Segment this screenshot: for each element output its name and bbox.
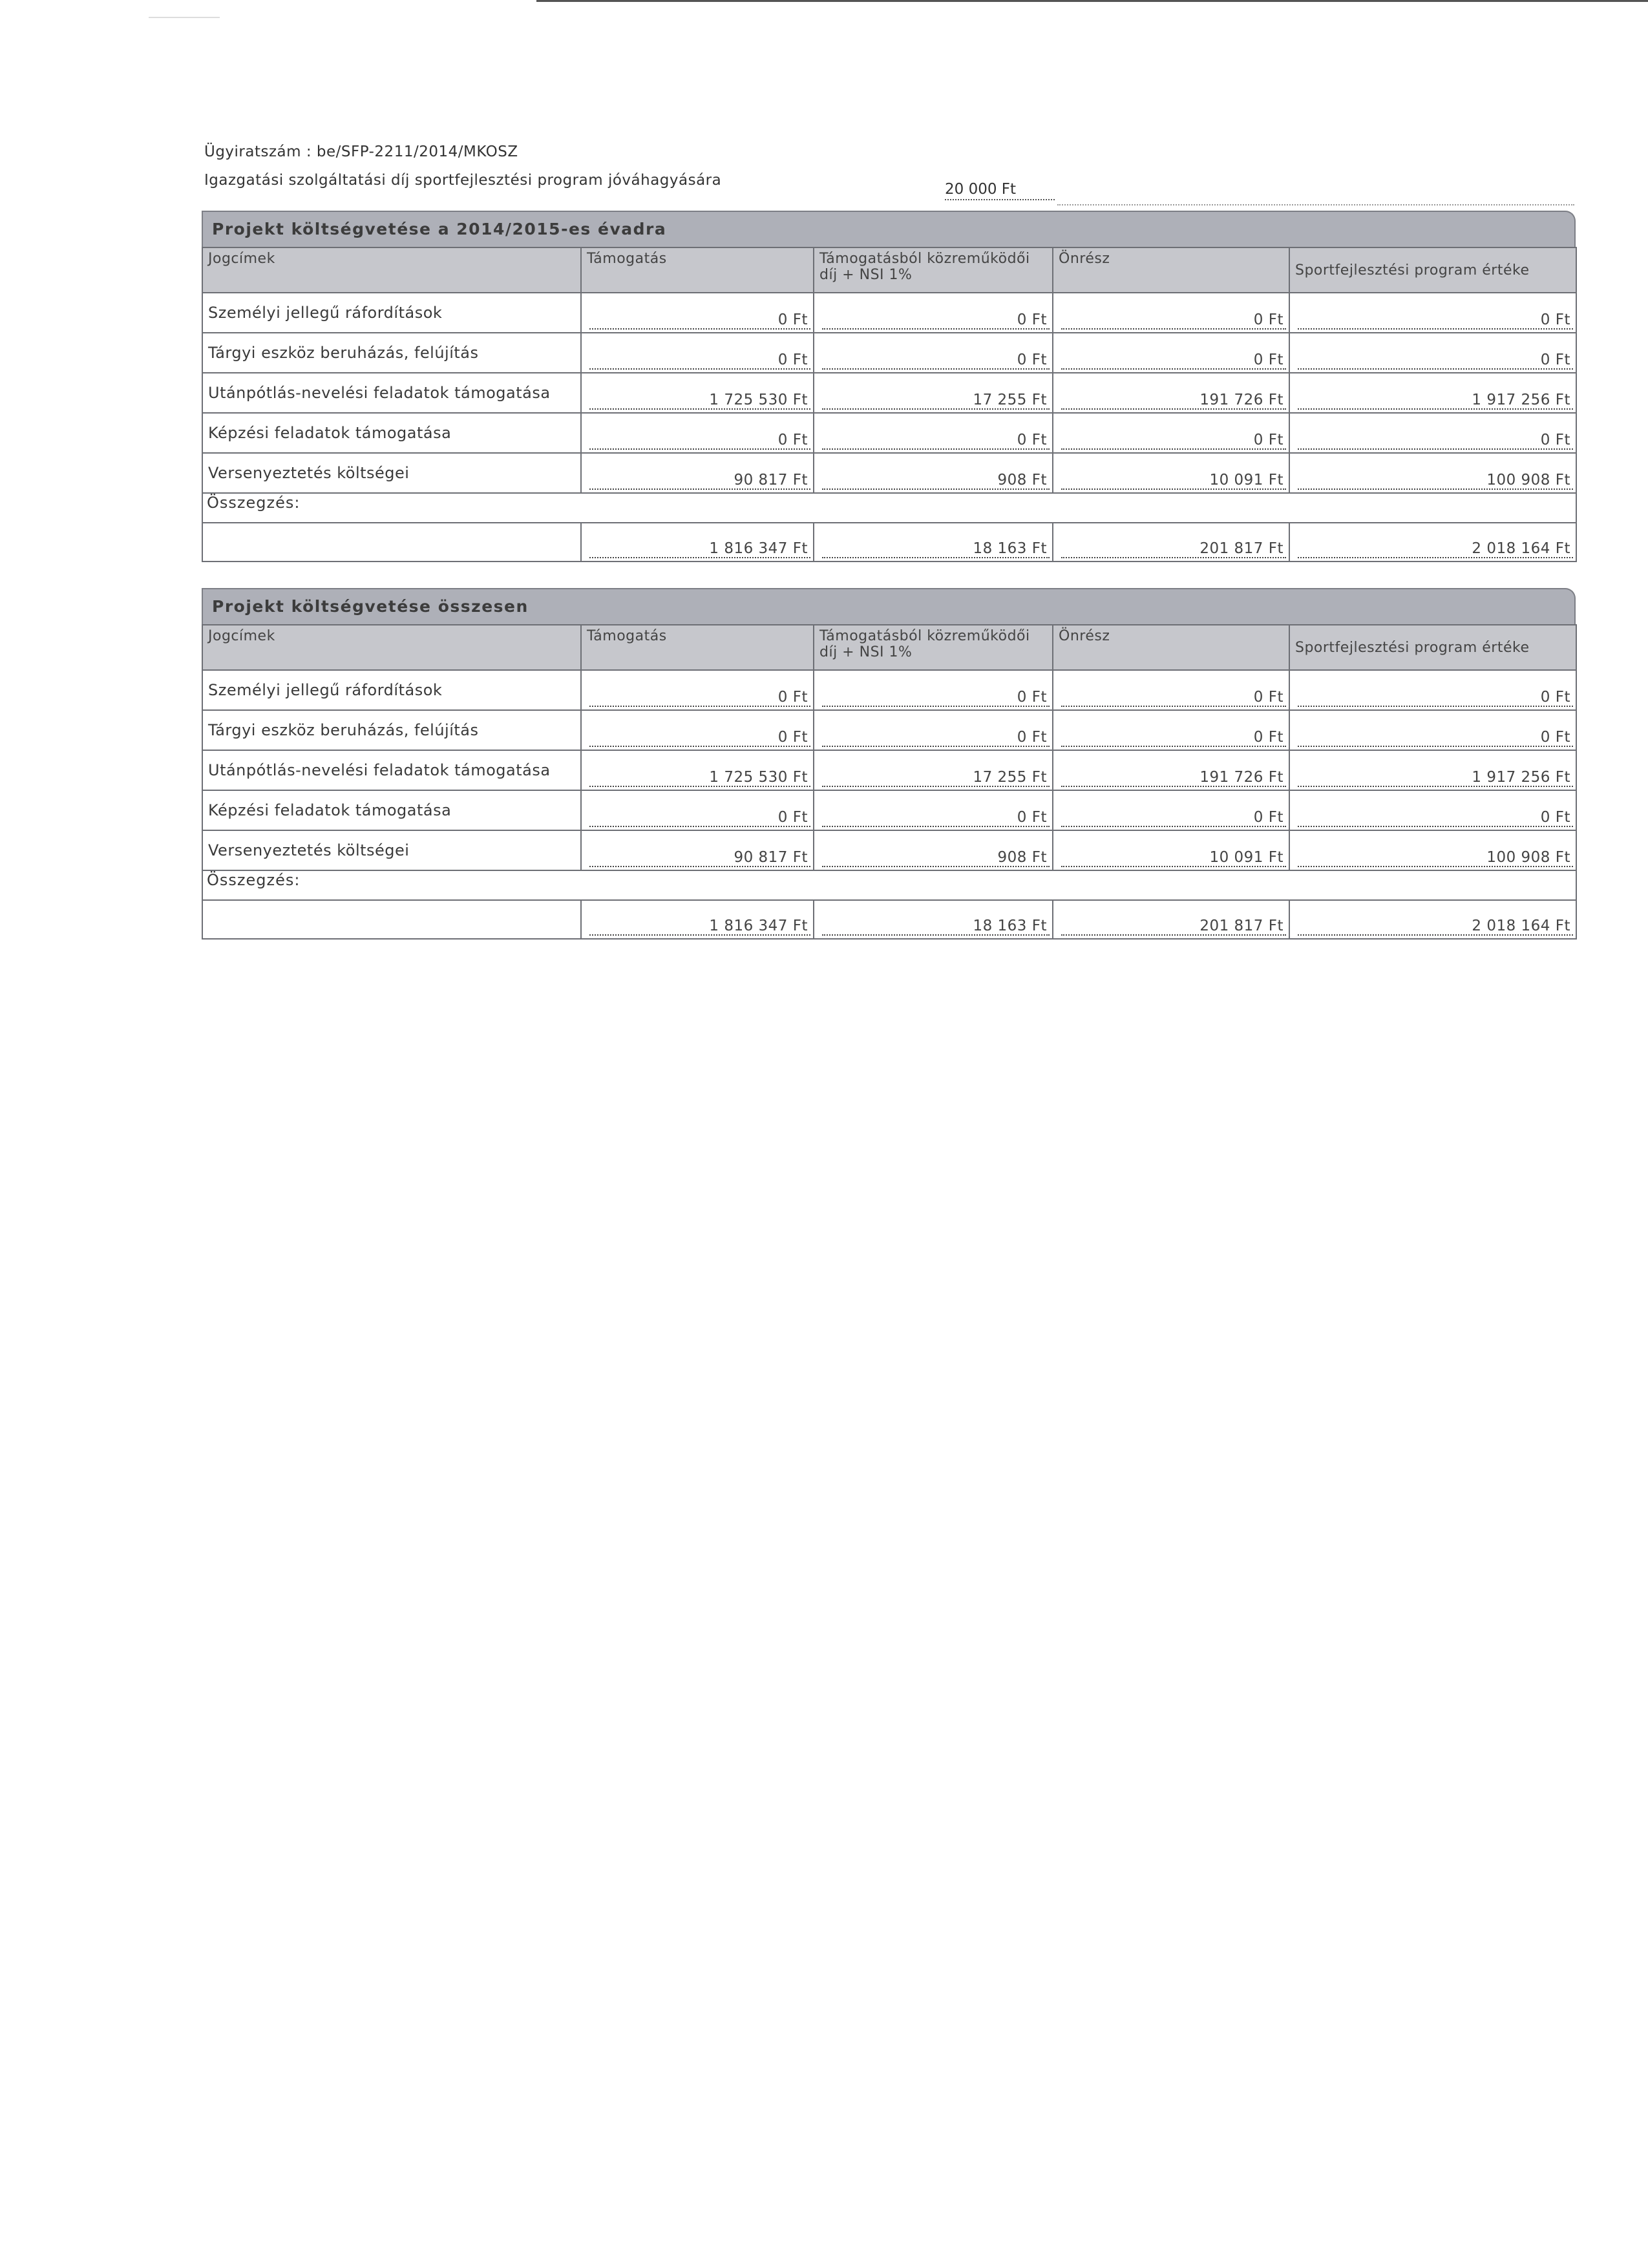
row-label: Versenyeztetés költségei bbox=[202, 453, 581, 493]
cell-value: 0 Ft bbox=[1298, 809, 1573, 827]
row-label: Utánpótlás-nevelési feladatok támogatása bbox=[202, 750, 581, 790]
col-header-onresz: Önrész bbox=[1053, 247, 1289, 293]
table-row bbox=[202, 710, 1576, 750]
row-label: Tárgyi eszköz beruházás, felújítás bbox=[202, 710, 581, 750]
cell-value: 0 Ft bbox=[822, 809, 1050, 827]
table-row bbox=[202, 750, 1576, 790]
row-label: Tárgyi eszköz beruházás, felújítás bbox=[202, 333, 581, 373]
col-header-fee: Támogatásból közreműködői díj + NSI 1% bbox=[814, 247, 1053, 293]
budget-table bbox=[202, 624, 1577, 940]
cell-value: 0 Ft bbox=[1061, 352, 1286, 370]
row-label: Személyi jellegű ráfordítások bbox=[202, 670, 581, 710]
header-row bbox=[202, 247, 1576, 293]
total-value: 2 018 164 Ft bbox=[1298, 540, 1573, 558]
row-label: Képzési feladatok támogatása bbox=[202, 413, 581, 453]
total-value: 18 163 Ft bbox=[822, 918, 1050, 936]
row-label: Képzési feladatok támogatása bbox=[202, 790, 581, 830]
cell-value: 100 908 Ft bbox=[1298, 849, 1573, 867]
summary-label: Összegzés: bbox=[202, 870, 581, 900]
row-label: Személyi jellegű ráfordítások bbox=[202, 293, 581, 333]
col-header-onresz: Önrész bbox=[1053, 625, 1289, 670]
total-value: 201 817 Ft bbox=[1061, 540, 1286, 558]
cell-value: 1 917 256 Ft bbox=[1298, 769, 1573, 787]
cell-value: 0 Ft bbox=[589, 352, 810, 370]
budget-table bbox=[202, 247, 1577, 562]
cell-value: 0 Ft bbox=[1061, 729, 1286, 747]
cell-value: 0 Ft bbox=[1298, 311, 1573, 330]
fee-label: Igazgatási szolgáltatási díj sportfejlesztési program jóváhagyására bbox=[204, 172, 722, 189]
table-row bbox=[202, 830, 1576, 870]
table-row bbox=[202, 453, 1576, 493]
table-row bbox=[202, 413, 1576, 453]
scan-edge-line bbox=[536, 0, 1648, 2]
cell-value: 17 255 Ft bbox=[822, 769, 1050, 787]
cell-value: 908 Ft bbox=[822, 472, 1050, 490]
row-label: Utánpótlás-nevelési feladatok támogatása bbox=[202, 373, 581, 413]
table-row bbox=[202, 373, 1576, 413]
cell-value: 0 Ft bbox=[822, 689, 1050, 707]
cell-value: 0 Ft bbox=[1061, 432, 1286, 450]
total-value: 2 018 164 Ft bbox=[1298, 918, 1573, 936]
col-header-fee: Támogatásból közreműködői díj + NSI 1% bbox=[814, 625, 1053, 670]
scan-edge-mark bbox=[149, 17, 220, 18]
cell-value: 0 Ft bbox=[1298, 729, 1573, 747]
cell-value: 191 726 Ft bbox=[1061, 769, 1286, 787]
budget-section-total bbox=[202, 588, 1576, 940]
cell-value: 908 Ft bbox=[822, 849, 1050, 867]
case-number: Ügyiratszám : be/SFP-2211/2014/MKOSZ bbox=[204, 143, 518, 160]
cell-value: 0 Ft bbox=[589, 432, 810, 450]
summary-label-row bbox=[202, 870, 1576, 900]
cell-value: 0 Ft bbox=[589, 729, 810, 747]
cell-value: 100 908 Ft bbox=[1298, 472, 1573, 490]
col-header-jogcimek: Jogcímek bbox=[202, 247, 581, 293]
cell-value: 90 817 Ft bbox=[589, 849, 810, 867]
table-row bbox=[202, 670, 1576, 710]
header-row bbox=[202, 625, 1576, 670]
cell-value: 0 Ft bbox=[1061, 809, 1286, 827]
cell-value: 0 Ft bbox=[822, 352, 1050, 370]
cell-value: 0 Ft bbox=[822, 729, 1050, 747]
col-header-program-value: Sportfejlesztési program értéke bbox=[1289, 247, 1576, 293]
cell-value: 0 Ft bbox=[589, 311, 810, 330]
cell-value: 0 Ft bbox=[589, 689, 810, 707]
cell-value: 90 817 Ft bbox=[589, 472, 810, 490]
cell-value: 10 091 Ft bbox=[1061, 472, 1286, 490]
cell-value: 0 Ft bbox=[822, 311, 1050, 330]
fee-dotted-rule bbox=[1057, 204, 1574, 205]
section-title: Projekt költségvetése összesen bbox=[202, 588, 1576, 624]
col-header-jogcimek: Jogcímek bbox=[202, 625, 581, 670]
totals-row bbox=[202, 523, 1576, 562]
section-title: Projekt költségvetése a 2014/2015-es évadra bbox=[202, 211, 1576, 247]
table-row bbox=[202, 293, 1576, 333]
cell-value: 0 Ft bbox=[1061, 689, 1286, 707]
cell-value: 0 Ft bbox=[1061, 311, 1286, 330]
budget-section-season bbox=[202, 211, 1576, 562]
cell-value: 17 255 Ft bbox=[822, 392, 1050, 410]
total-value: 201 817 Ft bbox=[1061, 918, 1286, 936]
col-header-program-value: Sportfejlesztési program értéke bbox=[1289, 625, 1576, 670]
col-header-tamogatas: Támogatás bbox=[581, 625, 814, 670]
col-header-tamogatas: Támogatás bbox=[581, 247, 814, 293]
cell-value: 0 Ft bbox=[589, 809, 810, 827]
cell-value: 1 725 530 Ft bbox=[589, 392, 810, 410]
cell-value: 0 Ft bbox=[822, 432, 1050, 450]
cell-value: 1 725 530 Ft bbox=[589, 769, 810, 787]
cell-value: 1 917 256 Ft bbox=[1298, 392, 1573, 410]
cell-value: 10 091 Ft bbox=[1061, 849, 1286, 867]
total-value: 1 816 347 Ft bbox=[589, 918, 810, 936]
summary-label: Összegzés: bbox=[202, 493, 581, 523]
total-value: 1 816 347 Ft bbox=[589, 540, 810, 558]
cell-value: 0 Ft bbox=[1298, 432, 1573, 450]
totals-row bbox=[202, 900, 1576, 939]
table-row bbox=[202, 333, 1576, 373]
cell-value: 0 Ft bbox=[1298, 689, 1573, 707]
total-value: 18 163 Ft bbox=[822, 540, 1050, 558]
cell-value: 191 726 Ft bbox=[1061, 392, 1286, 410]
row-label: Versenyeztetés költségei bbox=[202, 830, 581, 870]
fee-value: 20 000 Ft bbox=[945, 181, 1055, 200]
table-row bbox=[202, 790, 1576, 830]
summary-label-row bbox=[202, 493, 1576, 523]
cell-value: 0 Ft bbox=[1298, 352, 1573, 370]
